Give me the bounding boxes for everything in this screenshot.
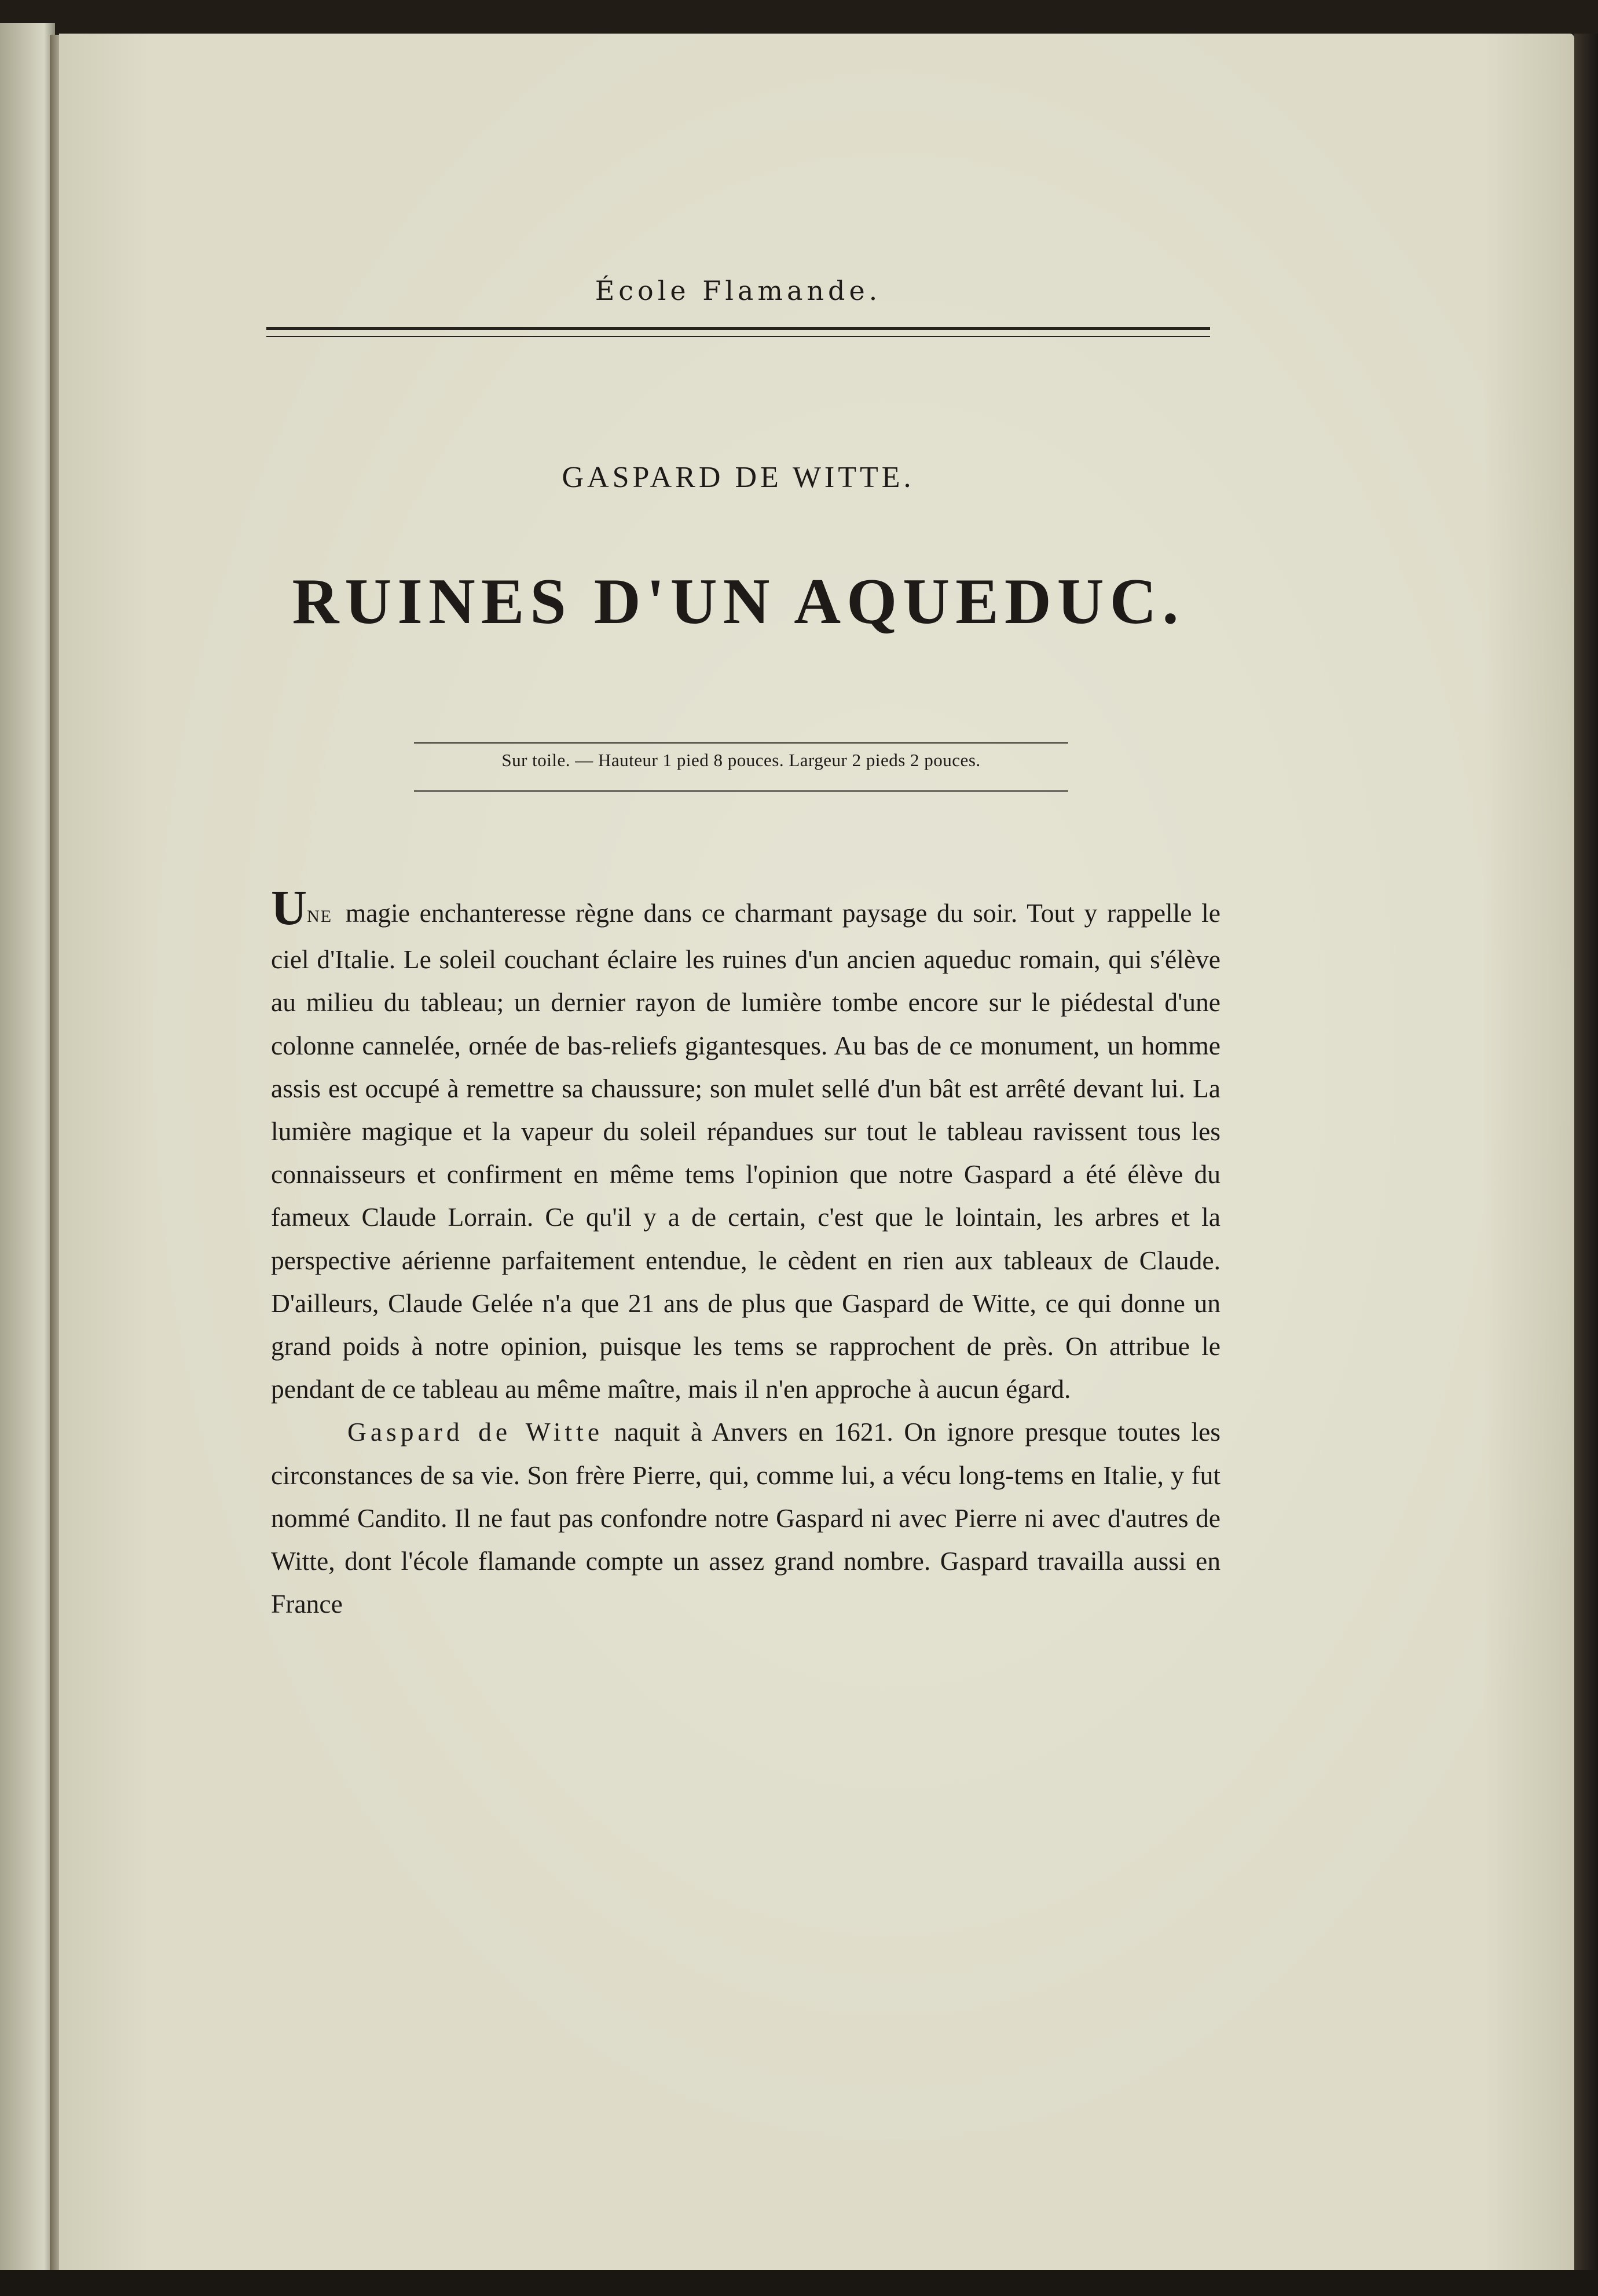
body-text xyxy=(271,880,1221,1625)
paragraph-description-text: magie enchanteresse règne dans ce charmant paysage du soir. Tout y rappelle le ciel d'Italie. Le soleil couchant éclaire les ruines d'un ancien aqueduc romain, qui s'élève au milieu du tableau; un dernier rayon de lumière tombe encore sur le piédestal d'une colonne cannelée, ornée de bas-reliefs gigantesques. Au bas de ce monument, un homme assis est occupé à remettre sa chaussure; son mulet sellé d'un bât est arrêté devant lui. La lumière magique et la vapeur du soleil répandues sur tout le tableau ravissent tous les connaisseurs et confirment en même tems l'opinion que notre Gaspard a été élève du fameux Claude Lorrain. Ce qu'il y a de certain, c'est que le lointain, les arbres et la perspective aérienne parfaitement entendue, le cèdent en rien aux tableaux de Claude. D'ailleurs, Claude Gelée n'a que 21 ans de plus que Gaspard de Witte, ce qui donne un grand poids à notre opinion, puisque les tems se rapprochent de près. On attribue le pendant de ce tableau au même maître, mais il n'en approche à aucun égard. xyxy=(271,898,1221,1404)
paragraph-description xyxy=(271,880,1221,1411)
painting-dimensions: Sur toile. — Hauteur 1 pied 8 pouces. Largeur 2 pieds 2 pouces. xyxy=(501,750,981,770)
bottom-edge-shadow xyxy=(0,2270,1598,2296)
paragraph-biography-text: naquit à Anvers en 1621. On ignore presque toutes les circonstances de sa vie. Son frère Pierre, qui, comme lui, a vécu long-tems en Italie, y fut nommé Candito. Il ne faut pas confondre notre Gaspard ni avec Pierre ni avec d'autres de Witte, dont l'école flamande compte un assez grand nombre. Gaspard travailla aussi en France xyxy=(271,1417,1221,1619)
drop-cap-smallcaps: NE xyxy=(307,907,333,926)
header-rule-thick xyxy=(266,327,1210,330)
paragraph-biography xyxy=(271,1411,1221,1625)
left-page-edge xyxy=(0,23,55,2270)
dimensions-rule-bottom xyxy=(414,790,1068,792)
dimensions-rule-top xyxy=(414,742,1068,744)
right-edge-shadow xyxy=(1574,34,1598,2280)
drop-cap: U xyxy=(271,880,307,935)
painting-title: RUINES D'UN AQUEDUC. xyxy=(292,566,1185,638)
artist-name: GASPARD DE WITTE. xyxy=(562,461,915,494)
running-header: École Flamande. xyxy=(595,275,882,306)
artist-name-inline: Gaspard de Witte xyxy=(347,1417,604,1447)
header-rule-thin xyxy=(266,336,1210,337)
